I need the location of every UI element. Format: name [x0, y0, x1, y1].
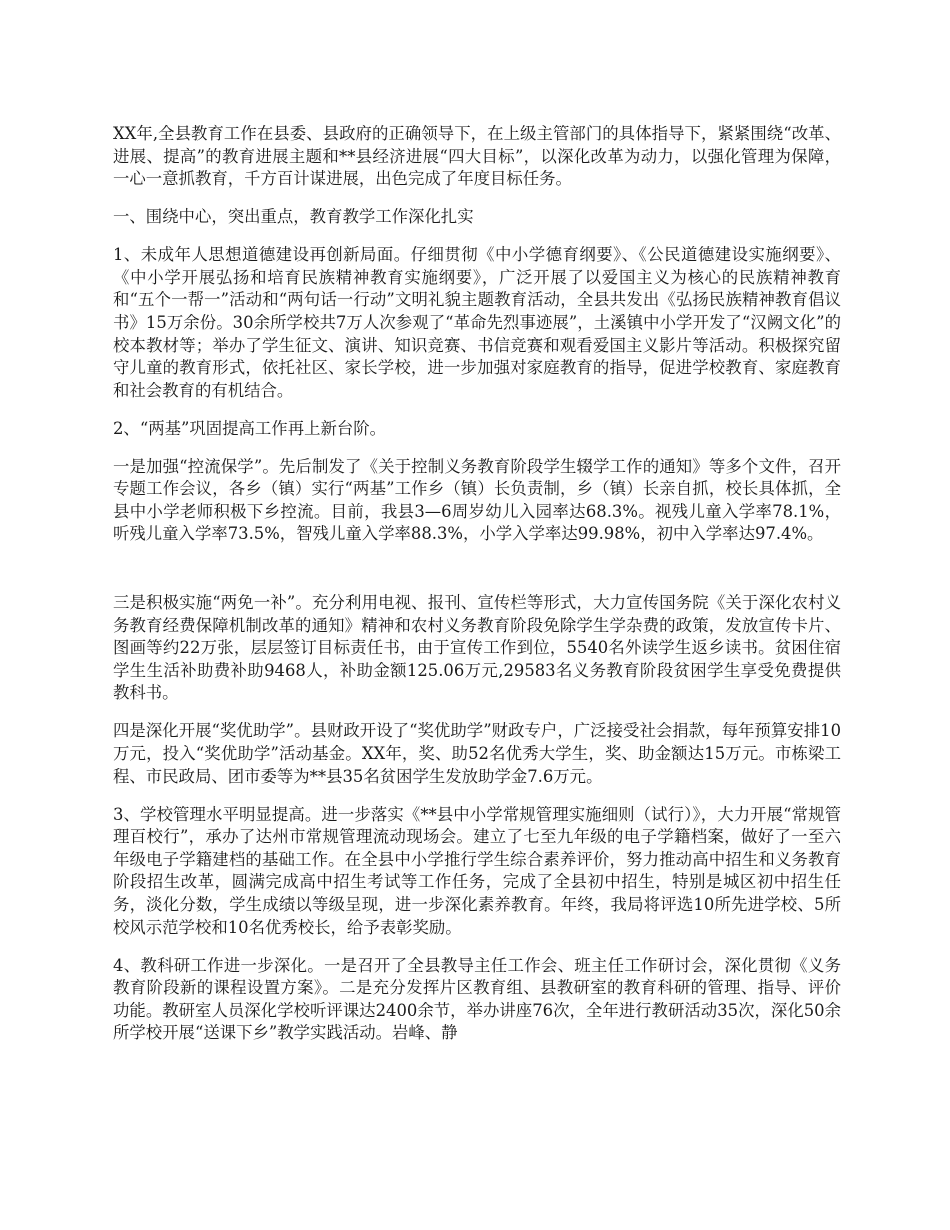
paragraph-enrollment-control: 一是加强“控流保学”。先后制发了《关于控制义务教育阶段学生辍学工作的通知》等多个文件，召开专题工作会议，各乡（镇）实行“两基”工作乡（镇）长负责制，乡（镇）长亲自抓，校长具体抓，全县中小学老师积极下乡控流。目前，我县3—6周岁幼儿入园率达68.3%。视残儿童入学率78.1%，听残儿童入学率73.5%，智残儿童入学率88.3%，小学入学率达99.98%，初中入学率达97.4%。	[113, 456, 841, 544]
paragraph-teaching-research: 4、教科研工作进一步深化。一是召开了全县教导主任工作会、班主任工作研讨会，深化贯彻《义务教育阶段新的课程设置方案》。二是充分发挥片区教育组、县教研室的教育科研的管理、指导、评价功能。教研室人员深化学校听评课达2400余节，举办讲座76次，全年进行教研活动35次，深化50余所学校开展“送课下乡”教学实践活动。岩峰、静	[113, 955, 841, 1043]
paragraph-liangji-heading: 2、“两基”巩固提高工作再上新台阶。	[113, 418, 387, 438]
intro-paragraph: XX年,全县教育工作在县委、县政府的正确领导下，在上级主管部门的具体指导下，紧紧围绕“改革、进展、提高”的教育进展主题和**县经济进展“四大目标”，以深化改革为动力，以强化管理为保障，一心一意抓教育，千方百计谋进展，出色完成了年度目标任务。	[113, 124, 841, 189]
paragraph-moral-education: 1、未成年人思想道德建设再创新局面。仔细贯彻《中小学德育纲要》、《公民道德建设实施纲要》、《中小学开展弘扬和培育民族精神教育实施纲要》，广泛开展了以爱国主义为核心的民族精神教育和“五个一帮一”活动和“两句话一行动”文明礼貌主题教育活动，全县共发出《弘扬民族精神教育倡议书》15万余份。30余所学校共7万人次参观了“革命先烈事迹展”，土溪镇中小学开发了“汉阙文化”的校本教材等；举办了学生征文、演讲、知识竞赛、书信竞赛和观看爱国主义影片等活动。积极探究留守儿童的教育形式，依托社区、家长学校，进一步加强对家庭教育的指导，促进学校教育、家庭教育和社会教育的有机结合。	[113, 245, 841, 400]
paragraph-two-exemptions: 三是积极实施“两免一补”。充分利用电视、报刊、宣传栏等形式，大力宣传国务院《关于深化农村义务教育经费保障机制改革的通知》精神和农村义务教育阶段免除学生学杂费的政策，发放宣传卡片、图画等约22万张，层层签订目标责任书，由于宣传工作到位，5540名外读学生返乡读书。贫困住宿学生生活补助费补助9468人，补助金额125.06万元,29583名义务教育阶段贫困学生享受免费提供教科书。	[113, 593, 841, 703]
section-heading-1: 一、围绕中心，突出重点，教育教学工作深化扎实	[113, 207, 474, 227]
paragraph-scholarship: 四是深化开展“奖优助学”。县财政开设了“奖优助学”财政专户，广泛接受社会捐款，每年预算安排10万元，投入“奖优助学”活动基金。XX年，奖、助52名优秀大学生，奖、助金额达15万元。市栋梁工程、市民政局、团市委等为**县35名贫困学生发放助学金7.6万元。	[113, 721, 841, 786]
document-body	[113, 123, 841, 1060]
paragraph-school-management: 3、学校管理水平明显提高。进一步落实《**县中小学常规管理实施细则（试行）》，大力开展“常规管理百校行”，承办了达州市常规管理流动现场会。建立了七至九年级的电子学籍档案，做好了一至六年级电子学籍建档的基础工作。在全县中小学推行学生综合素养评价，努力推动高中招生和义务教育阶段招生改革，圆满完成高中招生考试等工作任务，完成了全县初中招生，特别是城区初中招生任务，淡化分数，学生成绩以等级呈现，进一步深化素养教育。年终，我局将评选10所先进学校、5所校风示范学校和10名优秀校长，给予表彰奖励。	[113, 804, 841, 937]
